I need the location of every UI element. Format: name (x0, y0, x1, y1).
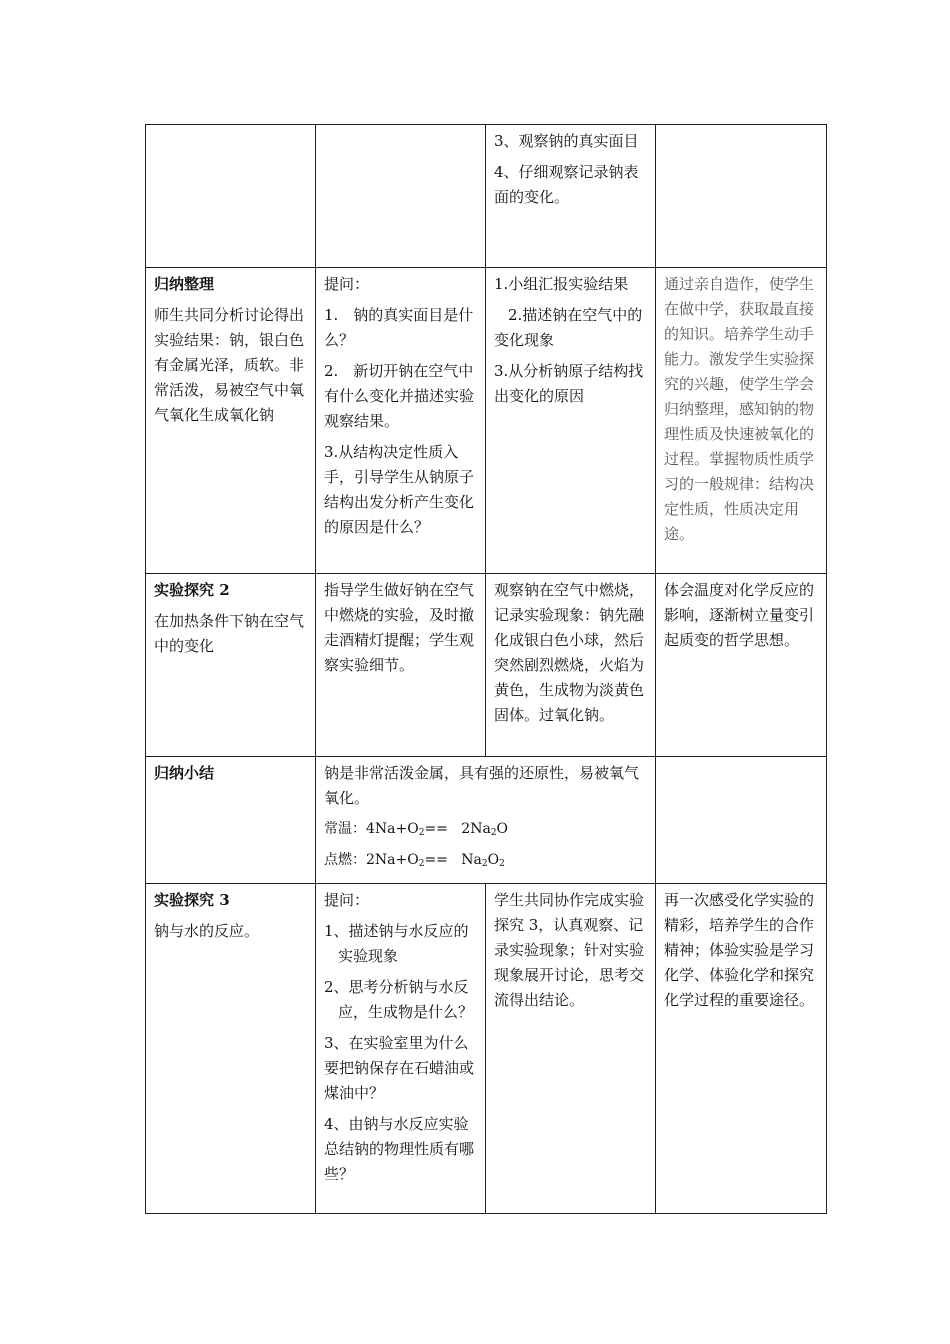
student-step: 4、仔细观察记录钠表面的变化。 (494, 163, 639, 206)
student-step: 3、观察钠的真实面目 (494, 132, 639, 150)
teacher-step: 指导学生做好钠在空气中燃烧的实验，及时撤走酒精灯提醒；学生观察实验细节。 (324, 581, 475, 674)
teacher-step: 提问： (324, 891, 370, 909)
equation-normal-temp (324, 817, 648, 842)
equation-right: Na (461, 852, 482, 868)
teacher-step: 2. 新切开钠在空气中有什么变化并描述实验观察结果。 (324, 362, 475, 430)
student-step: 1.小组汇报实验结果 (494, 275, 629, 293)
subscript: 2 (418, 828, 425, 838)
cell-intent (656, 125, 827, 268)
equation-right: Na (470, 821, 491, 837)
teacher-step: 提问： (324, 275, 370, 293)
table-row (146, 757, 827, 884)
student-step: 3.从分析钠原子结构找出变化的原因 (494, 362, 644, 405)
cell-teacher (316, 574, 486, 757)
equation-left: 4Na+O (366, 821, 419, 837)
cell-stage (146, 757, 316, 884)
stage-heading: 归纳整理 (154, 275, 215, 293)
teacher-step: 2、思考分析钠与水反应，生成物是什么？ (324, 978, 474, 1021)
cell-stage (146, 884, 316, 1214)
table-row (146, 125, 827, 268)
cell-stage (146, 268, 316, 574)
cell-stage (146, 574, 316, 757)
equation-arrow: == (424, 852, 448, 868)
cell-intent (656, 757, 827, 884)
cell-student (486, 574, 656, 757)
equation-arrow: == (424, 821, 448, 837)
equation-label: 常温： (324, 821, 366, 837)
intent-text: 通过亲自造作，使学生在做中学，获取最直接的知识。培养学生动手能力。激发学生实验探究的兴趣，使学生学会归纳整理，感知钠的物理性质及快速被氧化的过程。掌握物质性质学习的一般规律：结构决定性质，性质决定用途。 (664, 275, 815, 543)
equation-label: 点燃： (324, 852, 366, 868)
teacher-step: 1. 钠的真实面目是什么？ (324, 306, 474, 349)
stage-heading: 实验探究 2 (154, 581, 230, 599)
equation-right-tail: O (487, 852, 500, 868)
cell-summary (316, 757, 656, 884)
cell-stage (146, 125, 316, 268)
table-row (146, 268, 827, 574)
subscript: 2 (481, 859, 488, 869)
student-step: 学生共同协作完成实验探究 3，认真观察、记录实验现象；针对实验现象展开讨论，思考交流得出结论。 (494, 891, 645, 1009)
student-step: 观察钠在空气中燃烧，记录实验现象：钠先融化成银白色小球，然后突然剧烈燃烧，火焰为黄色，生成物为淡黄色固体。过氧化钠。 (494, 581, 645, 724)
equation-coefficient: 2 (461, 821, 471, 837)
summary-text: 钠是非常活泼金属，具有强的还原性，易被氧气氧化。 (324, 764, 640, 807)
table-row (146, 884, 827, 1214)
teacher-step: 3、在实验室里为什么要把钠保存在石蜡油或煤油中？ (324, 1034, 475, 1102)
table-row (146, 574, 827, 757)
lesson-plan-table (145, 124, 827, 1214)
equation-right-tail: O (496, 821, 509, 837)
cell-teacher (316, 125, 486, 268)
subscript: 2 (418, 859, 425, 869)
cell-intent (656, 574, 827, 757)
stage-text: 师生共同分析讨论得出实验结果：钠，银白色有金属光泽，质软。非常活泼，易被空气中氧气氧化生成氧化钠 (154, 306, 305, 424)
subscript: 2 (499, 859, 505, 869)
cell-teacher (316, 268, 486, 574)
cell-student (486, 125, 656, 268)
cell-student (486, 268, 656, 574)
stage-text: 在加热条件下钠在空气中的变化 (154, 612, 305, 655)
stage-heading: 归纳小结 (154, 764, 215, 782)
intent-text: 再一次感受化学实验的精彩，培养学生的合作精神；体验实验是学习化学、体验化学和探究化学过程的重要途径。 (664, 891, 815, 1009)
intent-text: 体会温度对化学反应的影响，逐渐树立量变引起质变的哲学思想。 (664, 581, 815, 649)
cell-teacher (316, 884, 486, 1214)
cell-intent (656, 268, 827, 574)
equation-left: 2Na+O (366, 852, 419, 868)
cell-student (486, 884, 656, 1214)
teacher-step: 1、描述钠与水反应的实验现象 (324, 922, 469, 965)
equation-ignition (324, 848, 648, 873)
cell-intent (656, 884, 827, 1214)
subscript: 2 (490, 828, 497, 838)
stage-heading: 实验探究 3 (154, 891, 230, 909)
teacher-step: 4、由钠与水反应实验总结钠的物理性质有哪些？ (324, 1115, 475, 1183)
teacher-step: 3.从结构决定性质入手，引导学生从钠原子结构出发分析产生变化的原因是什么？ (324, 443, 475, 536)
student-step: 2.描述钠在空气中的变化现象 (494, 306, 643, 349)
stage-text: 钠与水的反应。 (154, 922, 260, 940)
